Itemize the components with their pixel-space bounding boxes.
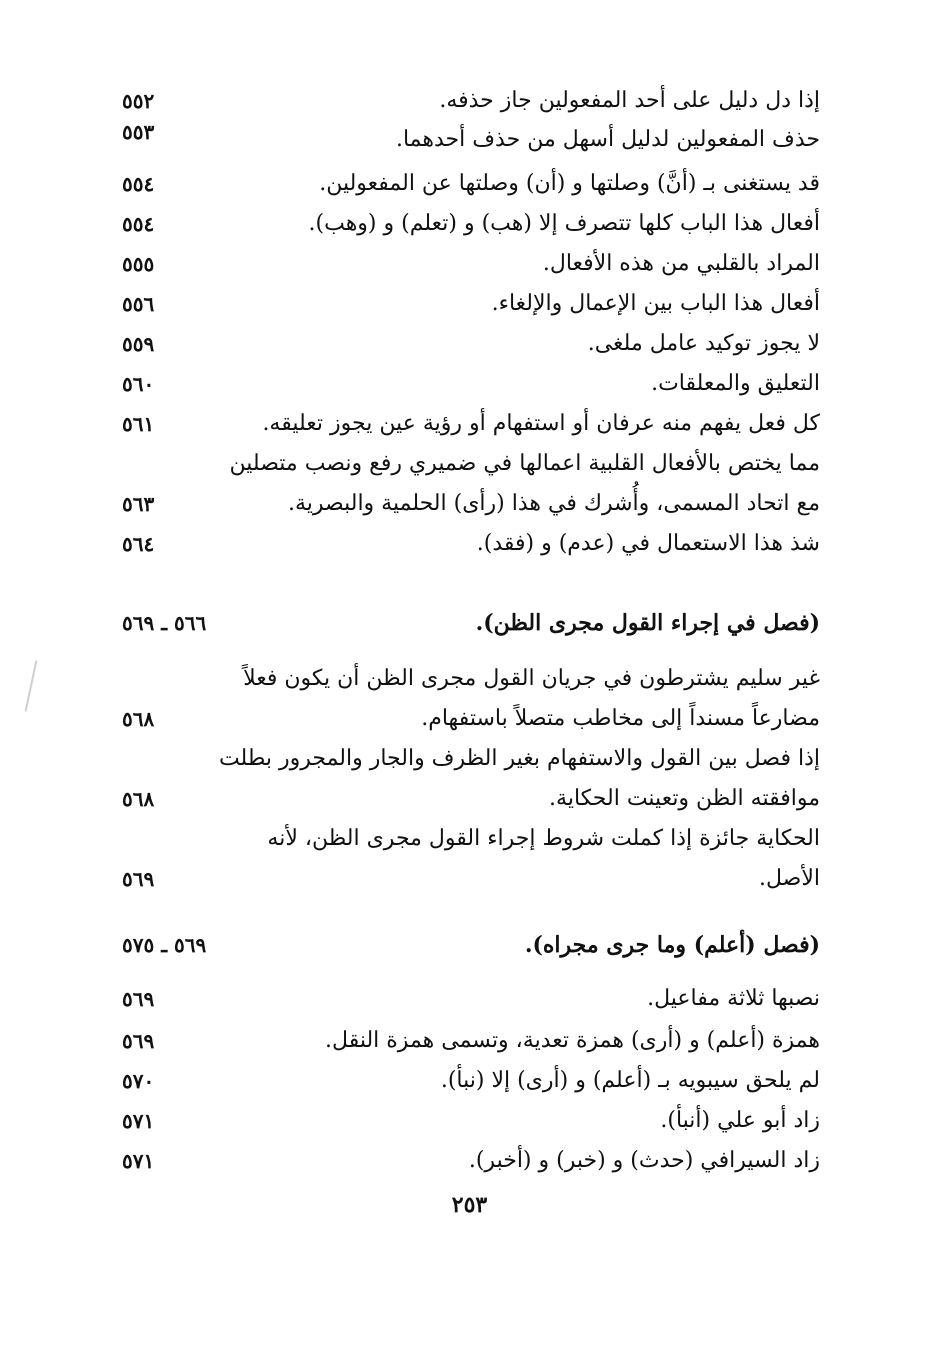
index-entry	[100, 1104, 820, 1144]
entry-page-number: ٥٥٢	[122, 89, 155, 113]
entry-text: أفعال هذا الباب كلها تتصرف إلا (هب) و (تعلم) و (وهب).	[308, 211, 820, 236]
entry-text: كل فعل يفهم منه عرفان أو استفهام أو رؤية عين يجوز تعليقه.	[262, 411, 820, 436]
entry-page-number: ٥٥٩	[122, 332, 155, 356]
section-page-range: ٥٦٦ ـ ٥٦٩	[122, 611, 207, 635]
entry-page-number: ٥٦٩	[122, 1029, 155, 1053]
section-title: (فصل (أعلم) وما جرى مجراه).	[524, 932, 820, 958]
index-entry	[100, 662, 820, 702]
section-title: (فصل في إجراء القول مجرى الظن).	[475, 610, 820, 636]
entry-page-number: ٥٥٤	[122, 212, 155, 236]
index-entry	[100, 1024, 820, 1064]
entry-page-number: ٥٥٥	[122, 252, 155, 276]
index-entry	[100, 487, 820, 527]
index-entry	[100, 327, 820, 367]
entry-page-number: ٥٥٦	[122, 292, 155, 316]
entry-page-number: ٥٦٠	[122, 372, 155, 396]
index-entry	[100, 287, 820, 327]
entry-text: لا يجوز توكيد عامل ملغى.	[587, 331, 820, 356]
entry-text: موافقته الظن وتعينت الحكاية.	[549, 786, 820, 811]
entry-page-number: ٥٦٨	[122, 707, 155, 731]
index-entry	[100, 247, 820, 287]
index-entry	[100, 702, 820, 742]
index-entry	[100, 367, 820, 407]
index-entry	[100, 120, 820, 163]
index-entry	[100, 822, 820, 862]
entry-text: زاد أبو علي (أنبأ).	[660, 1108, 820, 1133]
index-entry	[100, 862, 820, 902]
section-page-range: ٥٦٩ ـ ٥٧٥	[122, 933, 207, 957]
entry-text: نصبها ثلاثة مفاعيل.	[647, 986, 820, 1011]
entry-text: مما يختص بالأفعال القلبية اعمالها في ضميري رفع ونصب متصلين	[229, 451, 820, 476]
entry-text: أفعال هذا الباب بين الإعمال والإلغاء.	[491, 291, 820, 316]
entry-page-number: ٥٦٨	[122, 787, 155, 811]
index-entry	[100, 207, 820, 247]
entry-text: لم يلحق سيبويه بـ (أعلم) و (أرى) إلا (نبأ).	[440, 1068, 820, 1093]
index-entry	[100, 407, 820, 447]
entry-text: الأصل.	[759, 866, 820, 891]
index-entry	[100, 742, 820, 782]
index-entry	[100, 527, 820, 567]
entry-text: حذف المفعولين لدليل أسهل من حذف أحدهما.	[395, 127, 820, 152]
entry-page-number: ٥٦٣	[122, 492, 155, 516]
index-entry	[100, 1144, 820, 1184]
index-entry	[100, 84, 820, 124]
margin-stroke	[25, 660, 38, 711]
page-number: ٢٥٣	[451, 1192, 488, 1218]
entry-page-number: ٥٦٩	[122, 867, 155, 891]
index-entry	[100, 167, 820, 207]
entry-page-number: ٥٦٩	[122, 987, 155, 1011]
entry-text: الحكاية جائزة إذا كملت شروط إجراء القول مجرى الظن، لأنه	[267, 826, 820, 851]
entry-text: مع اتحاد المسمى، وأُشرك في هذا (رأى) الحلمية والبصرية.	[287, 491, 820, 516]
entry-text: زاد السيرافي (حدث) و (خبر) و (أخبر).	[468, 1148, 820, 1173]
entry-page-number: ٥٥٣	[122, 120, 155, 144]
entry-text: شذ هذا الاستعمال في (عدم) و (فقد).	[476, 531, 820, 556]
index-entry	[100, 447, 820, 487]
entry-page-number: ٥٥٤	[122, 172, 155, 196]
entry-text: المراد بالقلبي من هذه الأفعال.	[542, 251, 820, 276]
entry-page-number: ٥٧١	[122, 1149, 155, 1173]
index-entry	[100, 982, 820, 1022]
entry-text: غير سليم يشترطون في جريان القول مجرى الظن أن يكون فعلاً	[243, 666, 820, 691]
entry-text: التعليق والمعلقات.	[651, 371, 820, 396]
entry-page-number: ٥٦٤	[122, 532, 155, 556]
index-entry	[100, 782, 820, 822]
section-heading	[100, 928, 820, 968]
section-heading	[100, 606, 820, 646]
entry-text: إذا فصل بين القول والاستفهام بغير الظرف والجار والمجرور بطلت	[218, 746, 820, 771]
entry-text: إذا دل دليل على أحد المفعولين جاز حذفه.	[439, 88, 820, 113]
entry-text: مضارعاً مسنداً إلى مخاطب متصلاً باستفهام.	[421, 706, 820, 731]
entry-text: قد يستغنى بـ (أنَّ) وصلتها و (أن) وصلتها عن المفعولين.	[319, 171, 820, 196]
entry-page-number: ٥٦١	[122, 412, 155, 436]
entry-text: همزة (أعلم) و (أرى) همزة تعدية، وتسمى همزة النقل.	[325, 1028, 820, 1053]
index-entry	[100, 1064, 820, 1104]
entry-page-number: ٥٧١	[122, 1109, 155, 1133]
entry-page-number: ٥٧٠	[122, 1069, 155, 1093]
